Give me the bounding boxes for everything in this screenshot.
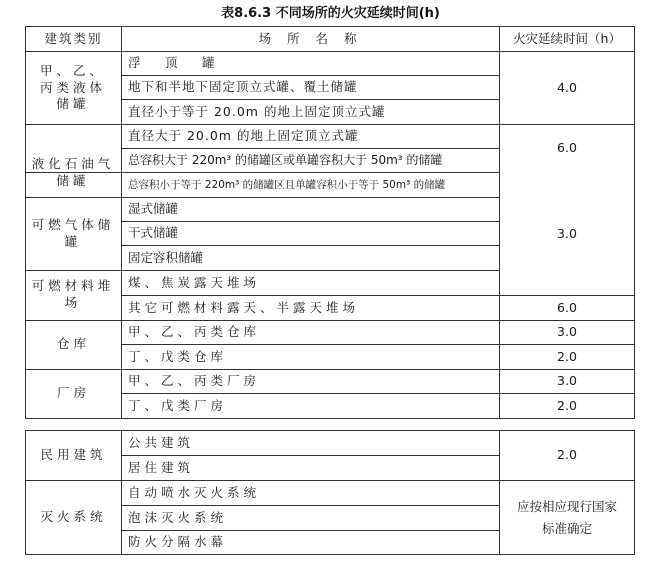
duration-cell: 2.0: [557, 397, 577, 413]
place-cell: 煤、焦炭露天堆场: [128, 274, 261, 290]
place-cell: 公共建筑: [128, 434, 195, 450]
duration-cell: 6.0: [557, 299, 577, 315]
category-warehouse: 仓库: [56, 336, 90, 352]
place-cell: 干式储罐: [128, 225, 179, 241]
table-border-bottom: [25, 554, 635, 555]
place-cell: 丁、戊类仓库: [128, 348, 228, 364]
duration-cell: 4.0: [557, 79, 577, 95]
place-cell: 其它可燃材料露天、半露天堆场: [128, 299, 360, 315]
table-border-bottom: [25, 418, 635, 419]
header-category: 建筑类别: [44, 30, 103, 46]
place-cell: 防火分隔水幕: [128, 534, 228, 550]
duration-cell: 应按相应现行国家标准确定: [516, 499, 617, 536]
duration-cell: 3.0: [557, 225, 577, 241]
table-border-right: [634, 26, 635, 419]
category-factory: 厂房: [56, 385, 90, 401]
table-border-right: [634, 430, 635, 555]
category-gas-tanks: 可燃气体储罐: [31, 216, 115, 249]
duration-cell: 6.0: [557, 140, 577, 156]
place-cell: 湿式储罐: [128, 201, 179, 217]
place-cell: 居住建筑: [128, 459, 195, 475]
place-cell: 浮 顶 罐: [128, 55, 221, 71]
duration-cell: 3.0: [557, 373, 577, 389]
category-lpg-tanks: 液化石油气储罐: [31, 155, 115, 188]
place-cell: 直径大于 20.0m 的地上固定顶立式罐: [128, 128, 359, 144]
place-cell: 总容积大于 220m³ 的储罐区或单罐容积大于 50m³ 的储罐: [128, 153, 443, 168]
category-civil-buildings: 民用建筑: [40, 447, 107, 463]
duration-cell: 2.0: [557, 447, 577, 463]
place-cell: 总容积小于等于 220m³ 的储罐区且单罐容积小于等于 50m³ 的储罐: [128, 178, 446, 191]
place-cell: 甲、乙、丙类厂房: [128, 373, 261, 389]
place-cell: 泡沫灭火系统: [128, 509, 228, 525]
place-cell: 直径小于等于 20.0m 的地上固定顶立式罐: [128, 103, 386, 119]
place-cell: 地下和半地下固定顶立式罐、覆土储罐: [128, 79, 358, 95]
header-duration: 火灾延续时间（h）: [513, 30, 621, 46]
header-place: 场 所 名 称: [258, 30, 363, 46]
place-cell: 甲、乙、丙类仓库: [128, 324, 261, 340]
duration-cell: 2.0: [557, 348, 577, 364]
place-cell: 自动喷水灭火系统: [128, 484, 261, 500]
place-cell: 固定容积储罐: [128, 249, 204, 265]
place-cell: 丁、戊类厂房: [128, 397, 228, 413]
category-fire-systems: 灭火系统: [40, 509, 107, 525]
category-liquid-tanks: 甲、乙、丙类液体储罐: [39, 62, 106, 112]
table-title: 表8.6.3 不同场所的火灾延续时间(h): [221, 6, 440, 21]
duration-cell: 3.0: [557, 324, 577, 340]
category-material-yards: 可燃材料堆场: [31, 278, 115, 310]
